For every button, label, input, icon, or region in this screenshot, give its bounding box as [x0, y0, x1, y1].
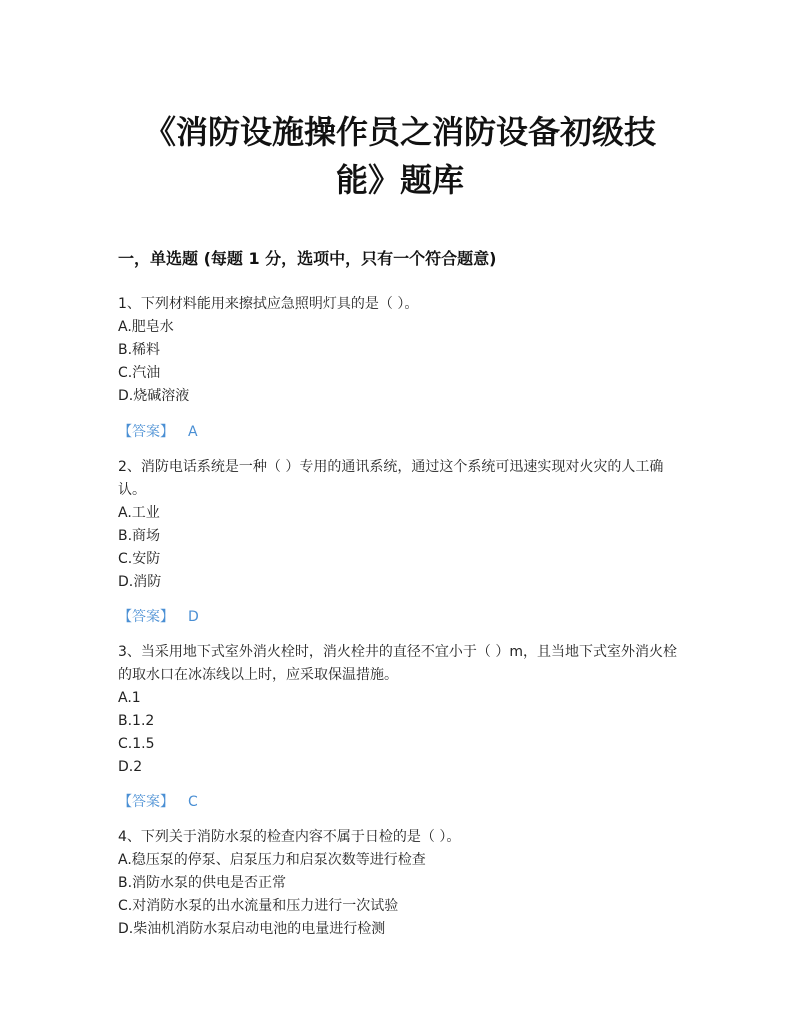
answer-label: 【答案】	[118, 424, 174, 440]
option-a: A.稳压泵的停泵、启泵压力和启泵次数等进行检查	[118, 852, 426, 868]
title-line-1: 《消防设施操作员之消防设备初级技	[143, 113, 656, 151]
question-stem: 4、下列关于消防水泵的检查内容不属于日检的是（ ）。	[118, 829, 461, 845]
option-c: C.安防	[118, 551, 161, 567]
question-stem: 3、当采用地下式室外消火栓时，消火栓井的直径不宜小于（ ）m，且当地下式室外消火栓的取水口在冰冻线以上时，应采取保温措施。	[118, 644, 677, 683]
option-d: D.消防	[118, 574, 162, 590]
option-b: B.消防水泵的供电是否正常	[118, 875, 287, 891]
option-c: C.对消防水泵的出水流量和压力进行一次试验	[118, 898, 399, 914]
option-b: B.商场	[118, 528, 161, 544]
question-3	[118, 641, 688, 779]
option-d: D.2	[118, 759, 143, 775]
title-line-2: 能》题库	[335, 161, 464, 199]
option-d: D.烧碱溶液	[118, 388, 190, 404]
answer-label: 【答案】	[118, 794, 174, 810]
answer-value: C	[188, 794, 198, 810]
answer-3	[118, 791, 198, 811]
option-a: A.肥皂水	[118, 319, 174, 335]
question-stem: 2、消防电话系统是一种（ ）专用的通讯系统，通过这个系统可迅速实现对火灾的人工确认。	[118, 459, 664, 498]
option-a: A.工业	[118, 505, 160, 521]
question-4	[118, 826, 688, 941]
document-title	[100, 108, 700, 204]
answer-label: 【答案】	[118, 609, 174, 625]
section-heading: 一，单选题 (每题 1 分，选项中，只有一个符合题意)	[118, 249, 497, 268]
question-2	[118, 456, 688, 594]
option-a: A.1	[118, 690, 141, 706]
option-b: B.稀料	[118, 342, 161, 358]
option-d: D.柴油机消防水泵启动电池的电量进行检测	[118, 921, 386, 937]
option-c: C.1.5	[118, 736, 155, 752]
answer-1	[118, 421, 198, 441]
answer-2	[118, 606, 199, 626]
option-b: B.1.2	[118, 713, 155, 729]
question-1	[118, 293, 688, 408]
answer-value: A	[188, 424, 198, 440]
question-stem: 1、下列材料能用来擦拭应急照明灯具的是（ ）。	[118, 296, 419, 312]
option-c: C.汽油	[118, 365, 161, 381]
answer-value: D	[188, 609, 199, 625]
